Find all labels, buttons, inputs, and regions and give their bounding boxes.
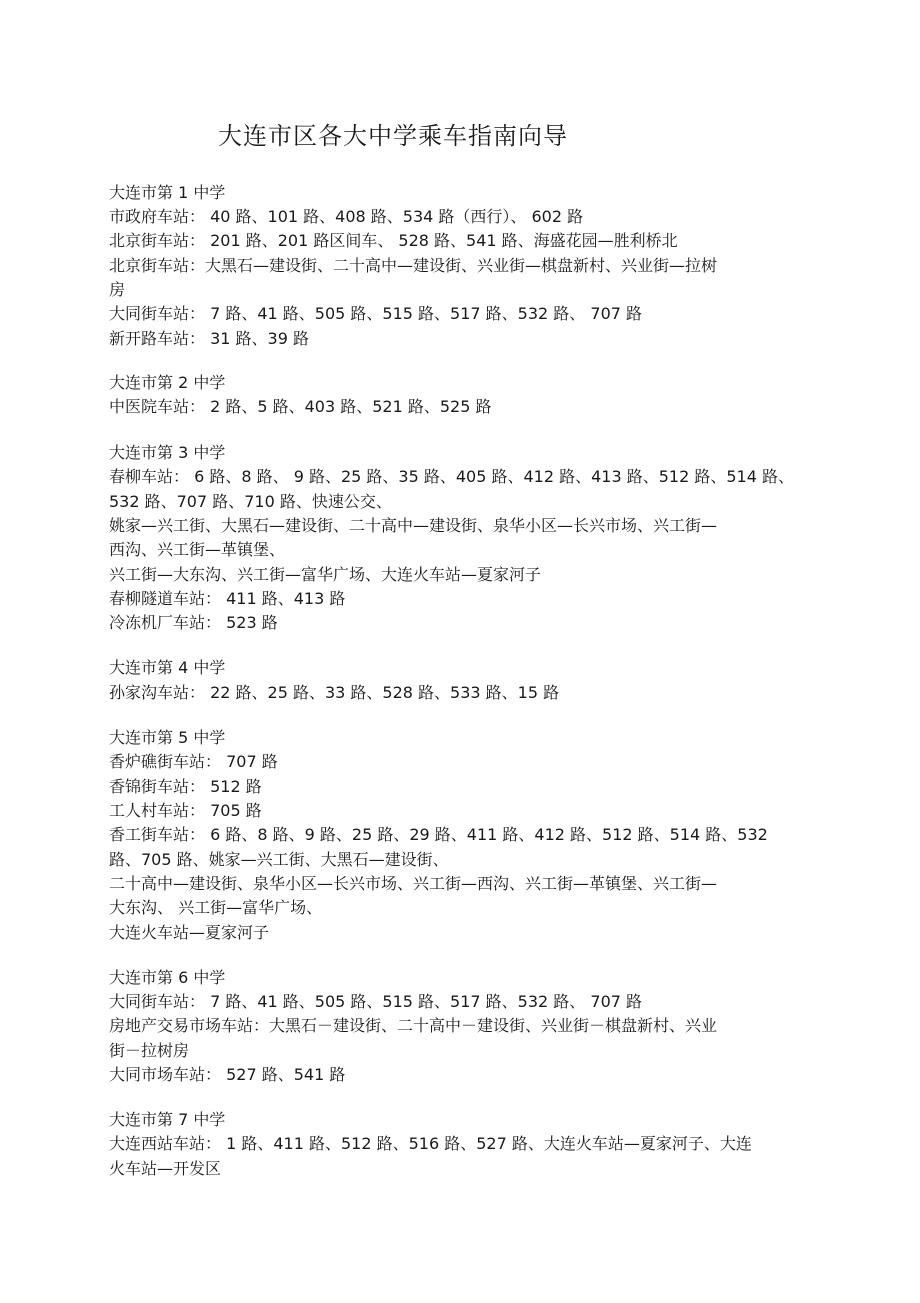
school-heading: 大连市第 5 中学 xyxy=(109,728,226,747)
route-line: 房地产交易市场车站：大黑石－建设街、二十高中－建设街、兴业街－棋盘新村、兴业 xyxy=(109,1016,718,1035)
route-line: 火车站—开发区 xyxy=(109,1159,222,1178)
route-line: 市政府车站： 40 路、101 路、408 路、534 路（西行）、 602 路 xyxy=(109,207,584,226)
route-line: 大东沟、 兴工街—富华广场、 xyxy=(109,898,323,917)
document-title: 大连市区各大中学乘车指南向导 xyxy=(218,122,568,150)
school-heading: 大连市第 2 中学 xyxy=(109,373,226,392)
route-line: 新开路车站： 31 路、39 路 xyxy=(109,329,309,348)
route-line: 街－拉树房 xyxy=(109,1041,190,1060)
route-line: 大同街车站： 7 路、41 路、505 路、515 路、517 路、532 路、 707 路 xyxy=(109,992,643,1011)
school-heading: 大连市第 7 中学 xyxy=(109,1110,226,1129)
route-line: 房 xyxy=(109,280,126,299)
school-heading: 大连市第 1 中学 xyxy=(109,183,226,202)
route-line: 兴工街—大东沟、兴工街—富华广场、大连火车站—夏家河子 xyxy=(109,565,542,584)
route-line: 孙家沟车站： 22 路、25 路、33 路、528 路、533 路、15 路 xyxy=(109,683,560,702)
route-line: 香工街车站： 6 路、8 路、9 路、25 路、29 路、411 路、412 路、512 路、514 路、532 xyxy=(109,825,768,844)
route-line: 大连火车站—夏家河子 xyxy=(109,923,270,942)
route-line: 中医院车站： 2 路、5 路、403 路、521 路、525 路 xyxy=(109,397,492,416)
route-line: 532 路、707 路、710 路、快速公交、 xyxy=(109,492,392,511)
route-line: 大连西站车站： 1 路、411 路、512 路、516 路、527 路、大连火车站—夏家河子、大连 xyxy=(109,1134,752,1153)
route-line: 二十高中—建设街、泉华小区—长兴市场、兴工街—西沟、兴工街—革镇堡、兴工街— xyxy=(109,874,718,893)
route-line: 香锦街车站： 512 路 xyxy=(109,777,262,796)
route-line: 北京街车站： 201 路、201 路区间车、 528 路、541 路、海盛花园—胜利桥北 xyxy=(109,231,678,250)
route-line: 春柳隧道车站： 411 路、413 路 xyxy=(109,589,346,608)
route-line: 大同市场车站： 527 路、541 路 xyxy=(109,1065,346,1084)
route-line: 春柳车站： 6 路、8 路、 9 路、25 路、35 路、405 路、412 路、413 路、512 路、514 路、 xyxy=(109,467,794,486)
school-heading: 大连市第 6 中学 xyxy=(109,968,226,987)
route-line: 西沟、兴工街—革镇堡、 xyxy=(109,540,286,559)
route-line: 路、705 路、姚家—兴工街、大黑石—建设街、 xyxy=(109,850,449,869)
route-line: 工人村车站： 705 路 xyxy=(109,801,262,820)
school-heading: 大连市第 3 中学 xyxy=(109,443,226,462)
route-line: 大同街车站： 7 路、41 路、505 路、515 路、517 路、532 路、 707 路 xyxy=(109,304,643,323)
route-line: 香炉礁街车站： 707 路 xyxy=(109,752,278,771)
school-heading: 大连市第 4 中学 xyxy=(109,658,226,677)
route-line: 姚家—兴工街、大黑石—建设街、二十高中—建设街、泉华小区—长兴市场、兴工街— xyxy=(109,516,718,535)
route-line: 北京街车站：大黑石—建设街、二十高中—建设街、兴业街—棋盘新村、兴业街—拉树 xyxy=(109,256,718,275)
route-line: 冷冻机厂车站： 523 路 xyxy=(109,613,278,632)
